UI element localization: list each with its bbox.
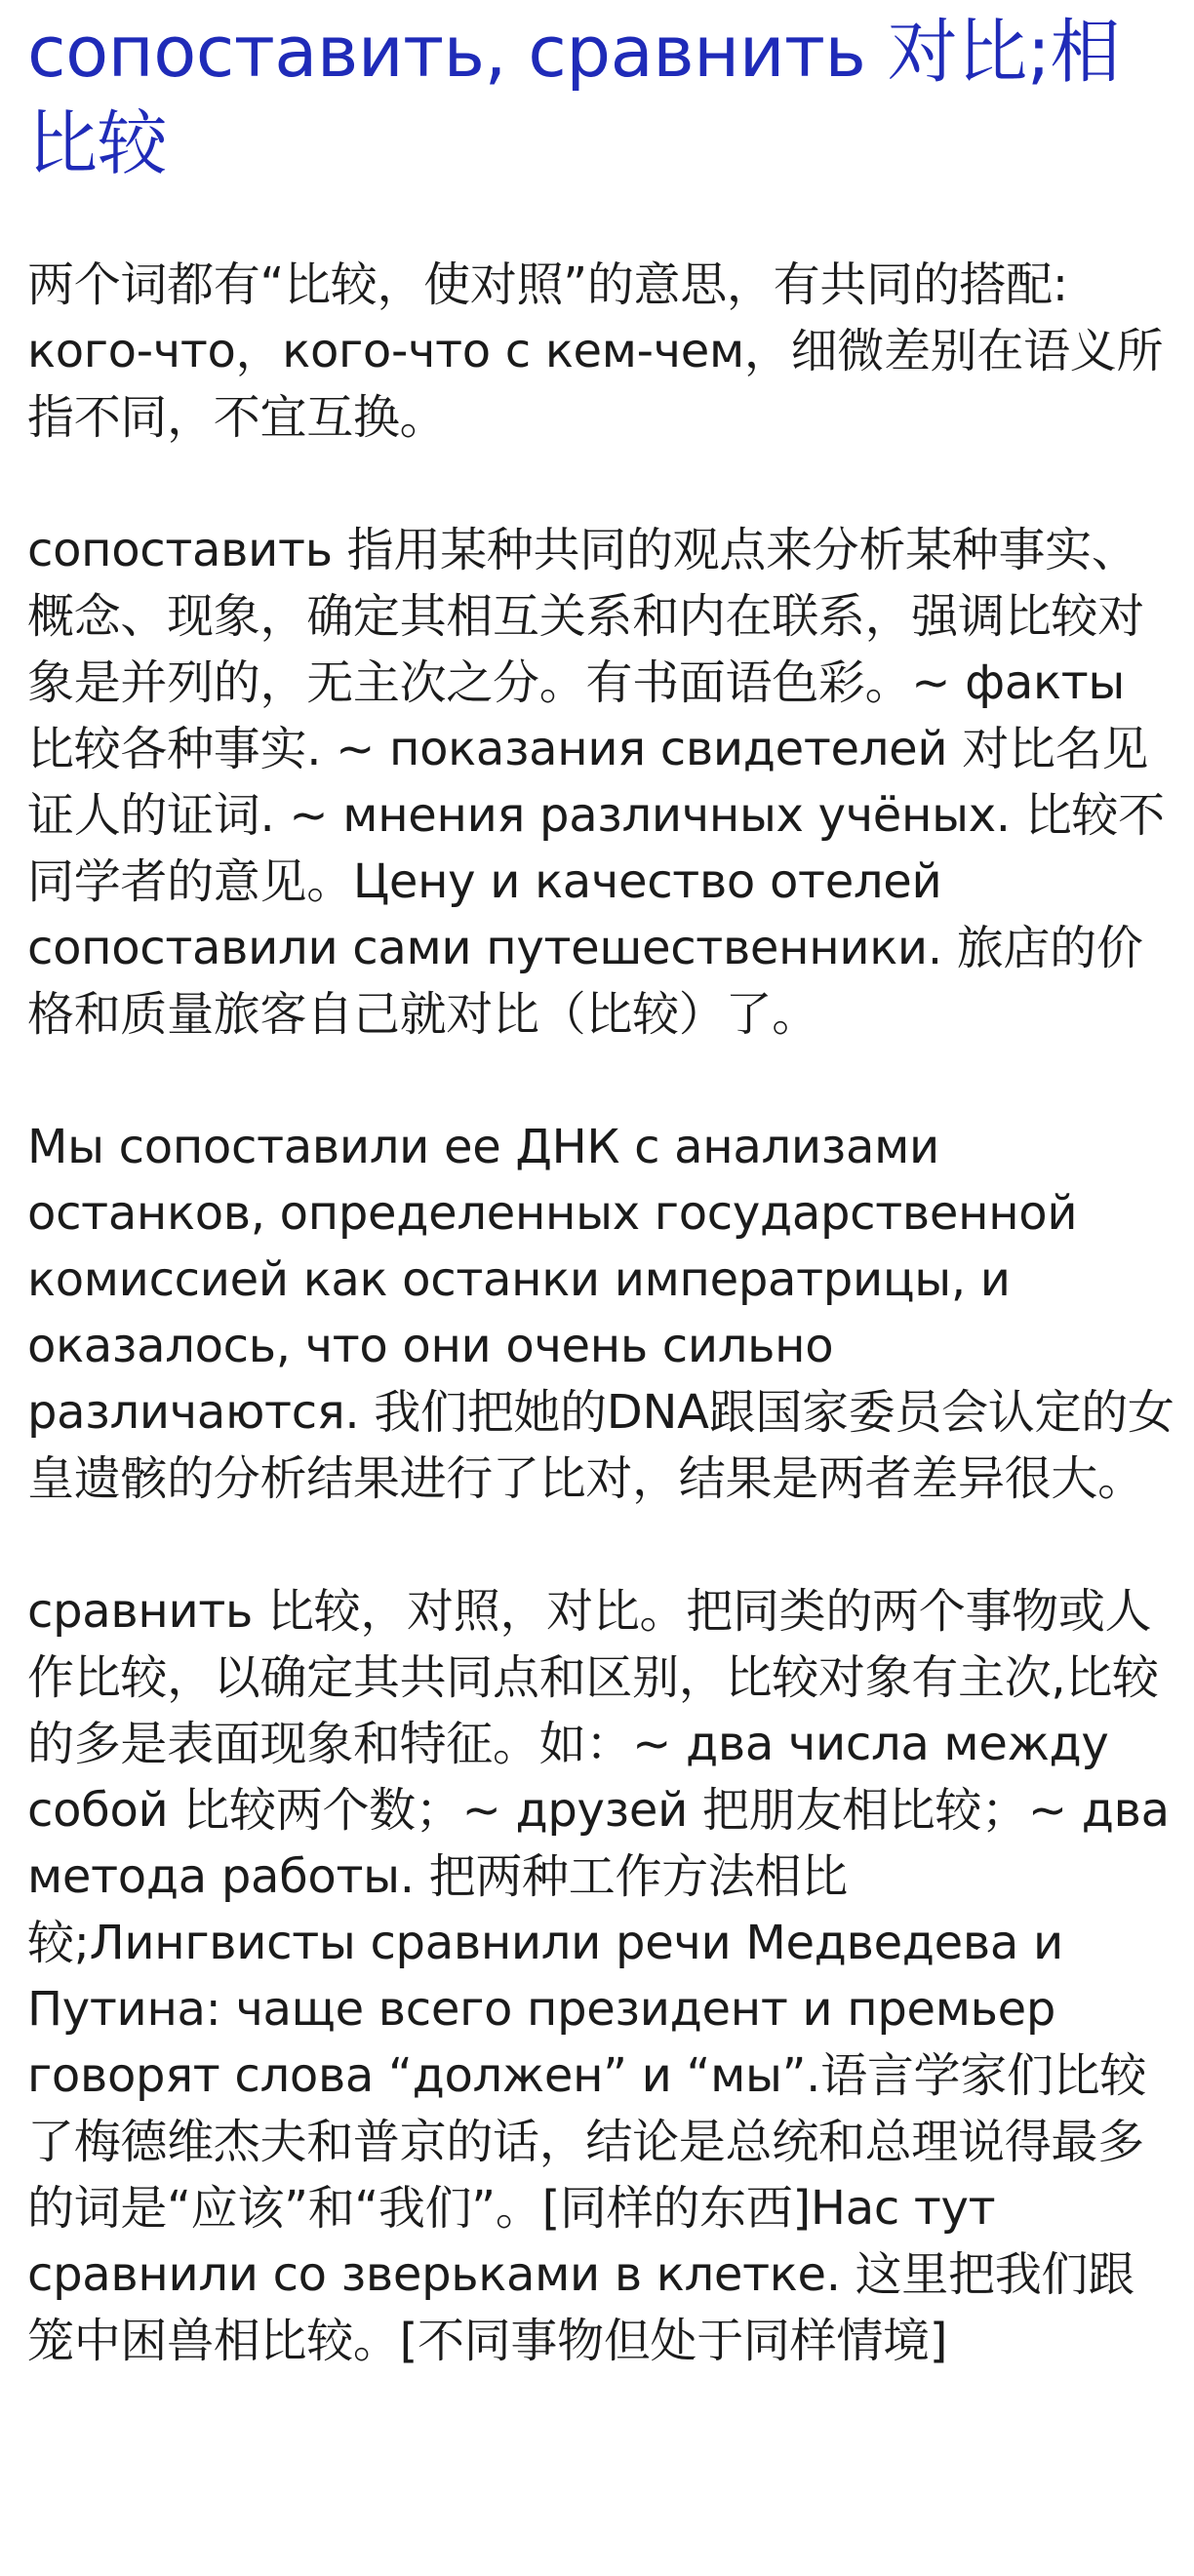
article-body <box>27 252 1174 2374</box>
paragraph-sravnit: сравнить 比较，对照，对比。把同类的两个事物或人作比较，以确定其共同点和区别，比较对象有主次,比较的多是表面现象和特征。如：~ два числа между собой 比较两个数；~ друзей 把朋友相比较；~ два метода работы. 把两种工作方法相比较;Лингвисты сравнили речи Медведева и Путина: чаще всего президент и премьер говорят слова “должен” и “мы”.语言学家们比较了梅德维杰夫和普京的话，结论是总统和总理说得最多的词是“应该”和“我们”。[同样的东西]Нас тут сравнили со зверьками в клетке. 这里把我们跟笼中困兽相比较。[不同事物但处于同样情境] <box>27 1584 1170 2368</box>
paragraph-intro: 两个词都有“比较，使对照”的意思，有共同的搭配: кого-что，кого-что с кем-чем，细微差别在语义所指不同，不宜互换。 <box>27 258 1164 445</box>
paragraph-example-dna: Мы сопоставили ее ДНК с анализами останков, определенных государственной комиссией как останки императрицы, и оказалось, что они очень сильно различаются. 我们把她的DNA跟国家委员会认定的女皇遗骸的分析结果进行了比对，结果是两者差异很大。 <box>27 1120 1174 1506</box>
paragraph-sopostavit: сопоставить 指用某种共同的观点来分析某种事实、概念、现象，确定其相互关系和内在联系，强调比较对象是并列的，无主次之分。有书面语色彩。~ факты 比较各种事实. ~ показания свидетелей 对比名见证人的证词. ~ мнения различных учёных. 比较不同学者的意见。Цену и качество отелей сопоставили сами путешественники. 旅店的价格和质量旅客自己就对比（比较）了。 <box>27 523 1165 1042</box>
page-title: сопоставить, сравнить 对比;相比较 <box>27 11 1121 184</box>
